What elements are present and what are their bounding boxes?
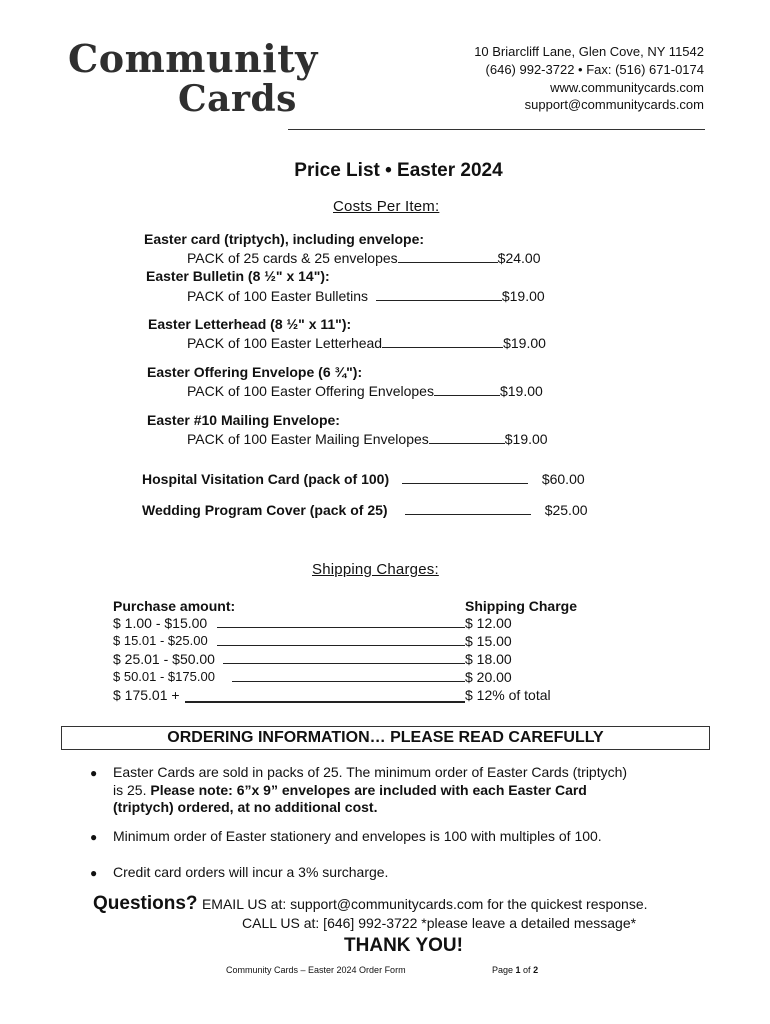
shipping-heading: Shipping Charges: (312, 561, 439, 578)
shipping-charge: $ 20.00 (465, 669, 512, 685)
bullet-1-line-3: (triptych) ordered, at no additional cost. (113, 799, 378, 815)
bullet-icon: ● (90, 866, 98, 880)
leader-line (185, 701, 465, 703)
leader-line (232, 681, 465, 682)
bullet-3: Credit card orders will incur a 3% surcharge. (113, 864, 389, 880)
address-website[interactable]: www.communitycards.com (550, 80, 704, 95)
item-name-bulletin: Easter Bulletin (8 ½" x 14"): (146, 268, 330, 284)
address-street: 10 Briarcliff Lane, Glen Cove, NY 11542 (474, 44, 704, 59)
leader-line (217, 645, 465, 646)
item-detail-bulletin (187, 288, 545, 304)
questions-email[interactable]: EMAIL US at: support@communitycards.com for the quickest response. (201, 896, 648, 912)
questions-call: CALL US at: [646] 992-3722 *please leave a detailed message* (242, 915, 637, 931)
item-detail-easter-card (187, 250, 540, 266)
leader-line (402, 471, 528, 484)
questions-label: Questions? (93, 893, 198, 914)
logo-community: Community (68, 36, 318, 81)
extra-price: $25.00 (544, 502, 588, 518)
page-current: 1 (515, 965, 521, 975)
item-name-mailing-envelope: Easter #10 Mailing Envelope: (147, 412, 340, 428)
item-price: $19.00 (504, 431, 548, 447)
item-detail-text: PACK of 100 Easter Offering Envelopes (187, 383, 434, 399)
address-email[interactable]: support@communitycards.com (524, 97, 704, 112)
page-title: Price List • Easter 2024 (294, 160, 503, 181)
extra-name: Wedding Program Cover (pack of 25) (142, 502, 388, 518)
extra-price: $60.00 (541, 471, 585, 487)
thank-you: THANK YOU! (344, 935, 463, 956)
shipping-charge: $ 18.00 (465, 651, 512, 667)
shipping-charge: $ 12.00 (465, 615, 512, 631)
leader-line (217, 627, 465, 628)
shipping-range: $ 50.01 - $175.00 (113, 669, 215, 684)
item-detail-offering-envelope (187, 383, 543, 399)
shipping-range: $ 25.01 - $50.00 (113, 651, 215, 667)
logo-cards: Cards (178, 78, 297, 120)
bullet-1-line-2 (113, 781, 587, 799)
address-phone-fax: (646) 992-3722 • Fax: (516) 671-0174 (485, 62, 704, 77)
leader-line (429, 431, 505, 444)
bullet-note-text: Please note: 6”x 9” envelopes are included with each Easter Card (150, 782, 587, 798)
page-total: 2 (533, 965, 539, 975)
bullet-plain-text: is 25. (113, 782, 151, 798)
footer-page-number (492, 965, 538, 975)
questions-line (93, 893, 648, 915)
item-detail-mailing-envelope (187, 431, 548, 447)
item-price: $19.00 (503, 335, 546, 351)
shipping-row (113, 669, 215, 684)
shipping-range: $ 1.00 - $15.00 (113, 615, 208, 631)
leader-line (223, 663, 465, 664)
extra-wedding-cover (142, 502, 588, 520)
bullet-2: Minimum order of Easter stationery and envelopes is 100 with multiples of 100. (113, 828, 602, 844)
item-name-offering-envelope: Easter Offering Envelope (6 ¾"): (147, 364, 363, 380)
item-detail-letterhead (187, 335, 546, 351)
item-name-easter-card: Easter card (triptych), including envelope: (144, 231, 425, 247)
footer-form-name: Community Cards – Easter 2024 Order Form (226, 965, 406, 975)
shipping-row (113, 615, 207, 631)
item-detail-text: PACK of 100 Easter Letterhead (187, 335, 383, 351)
page-prefix: Page (492, 965, 516, 975)
shipping-range: $ 175.01 + (113, 687, 180, 703)
item-name-letterhead: Easter Letterhead (8 ½" x 11"): (148, 316, 352, 332)
leader-line (434, 383, 500, 396)
leader-line (376, 288, 502, 301)
shipping-row (113, 633, 208, 648)
extra-hospital-card (142, 471, 585, 489)
shipping-col-charge: Shipping Charge (465, 598, 577, 614)
shipping-range: $ 15.01 - $25.00 (113, 633, 208, 648)
shipping-charge: $ 12% of total (465, 687, 551, 703)
costs-heading: Costs Per Item: (333, 198, 440, 215)
page-of: of (520, 965, 534, 975)
bullet-icon: ● (90, 830, 98, 844)
ordering-heading: ORDERING INFORMATION… PLEASE READ CAREFULLY (61, 726, 710, 750)
leader-line (382, 335, 503, 348)
shipping-row (113, 687, 180, 703)
item-detail-text: PACK of 25 cards & 25 envelopes (187, 250, 398, 266)
item-price: $19.00 (499, 383, 543, 399)
extra-name: Hospital Visitation Card (pack of 100) (142, 471, 390, 487)
item-detail-text: PACK of 100 Easter Bulletins (187, 288, 369, 304)
leader-line (405, 502, 531, 515)
shipping-col-purchase: Purchase amount: (113, 598, 236, 614)
item-price: $24.00 (497, 250, 541, 266)
shipping-row (113, 651, 215, 667)
header-divider (288, 129, 705, 130)
shipping-charge: $ 15.00 (465, 633, 512, 649)
bullet-icon: ● (90, 766, 98, 780)
leader-line (398, 250, 498, 263)
item-price: $19.00 (501, 288, 545, 304)
item-detail-text: PACK of 100 Easter Mailing Envelopes (187, 431, 429, 447)
bullet-1-line-1: Easter Cards are sold in packs of 25. The minimum order of Easter Cards (triptych) (113, 764, 628, 780)
